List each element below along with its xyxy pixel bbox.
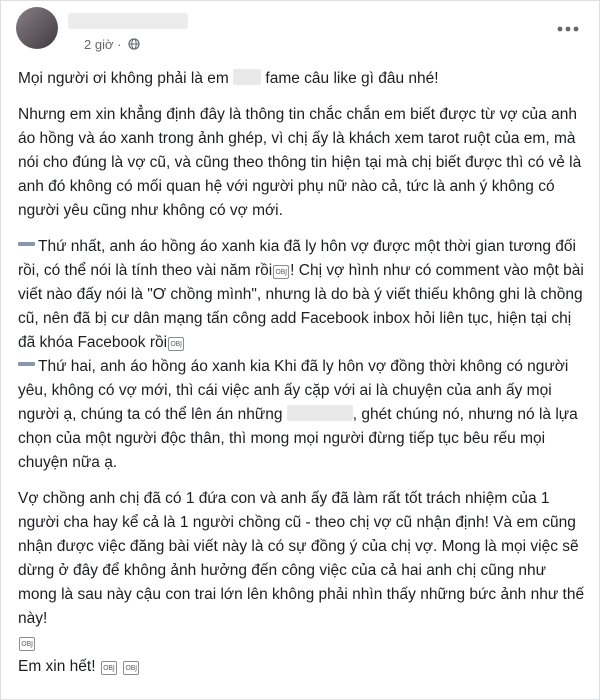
object-replacement-icon: OBJ xyxy=(19,637,35,651)
paragraph-claim: Nhưng em xin khẳng định đây là thông tin chắc chắn em biết được từ vợ của anh áo hồng và áo xanh trong ảnh ghép, vì chị ấy là khách xem tarot ruột của em, mà nói cho đúng là vợ cũ, và cũng theo thông tin hiện tại mà chị biết được thì có vẻ là anh đó không có mối quan hệ với người phụ nữ nào cả, tức là anh ý không có người yêu cũng như không có vợ mới. xyxy=(18,106,582,219)
object-replacement-icon: OBJ xyxy=(273,265,289,279)
intro-text-a: Mọi người ơi không phải là em xyxy=(18,70,229,87)
post-header xyxy=(16,7,586,55)
author-avatar[interactable] xyxy=(16,7,58,49)
globe-icon xyxy=(128,38,140,50)
more-options-icon xyxy=(557,26,579,32)
paragraph-first-point xyxy=(18,235,588,355)
post-content xyxy=(18,67,588,679)
paragraph-closing xyxy=(18,655,588,679)
first-point-text-a: Thứ nhất, anh áo hồng áo xanh kia đã ly hôn vợ được một thời gian tương đối rồi, có thể nói là tính theo vài năm rồi xyxy=(18,238,576,279)
conclusion-text: Vợ chồng anh chị đã có 1 đứa con và anh ấy đã làm rất tốt trách nhiệm của 1 người cha hay kể cả là 1 người chồng cũ - theo chị vợ cũ nhận định! Và em cũng nhận được việc đăng bài viết này là có sự đồng ý của chị vợ. Mong là mọi việc sẽ dừng ở đây để không ảnh hưởng đến công việc của cả hai anh chị cũng như mong là sau này cậu con trai lớn lên không phải nhìn thấy những bức ảnh như thế này! xyxy=(18,490,585,627)
dash-bullet-icon xyxy=(18,360,36,368)
object-replacement-icon: OBJ xyxy=(123,661,139,675)
intro-text-b: fame câu like gì đâu nhé! xyxy=(265,70,439,87)
censored-word xyxy=(287,405,353,421)
dash-bullet-icon xyxy=(18,240,36,248)
second-point-text-b: , ghét chúng nó, nhưng nó là lựa chọn của một người độc thân, thì mong mọi người đừng tiếp tục bêu rếu mọi chuyện nữa ạ. xyxy=(18,406,578,471)
second-point-text-a: Thứ hai, anh áo hồng áo xanh kia Khi đã ly hôn vợ đồng thời không có người yêu, không có vợ mới, thì cái việc anh ấy cặp với ai là chuyện của anh ấy mọi người ạ, chúng ta có thể lên án những xyxy=(18,358,569,423)
paragraph-second-point xyxy=(18,355,588,475)
object-replacement-icon: OBJ xyxy=(101,661,117,675)
first-point-text-b: ! Chị vợ hình như có comment vào một bài viết nào đấy nói là "Ơ chồng mình", nhưng là do bà ý viết thiếu không ghi là chồng cũ, nên đã bị cư dân mạng tấn công add Facebook inbox hỏi liên tục, hiện tại chị đã khóa Facebook rồi xyxy=(18,262,584,351)
more-options-button[interactable] xyxy=(554,19,582,39)
post-meta xyxy=(84,37,140,52)
post-time[interactable]: 2 giờ xyxy=(84,37,114,52)
object-replacement-icon: OBJ xyxy=(168,337,184,351)
meta-separator: · xyxy=(117,37,122,52)
paragraph-conclusion xyxy=(18,487,588,655)
paragraph-intro xyxy=(18,67,588,91)
closing-text: Em xin hết! xyxy=(18,658,96,675)
author-name-redacted[interactable] xyxy=(68,13,188,29)
censored-word xyxy=(233,69,261,85)
